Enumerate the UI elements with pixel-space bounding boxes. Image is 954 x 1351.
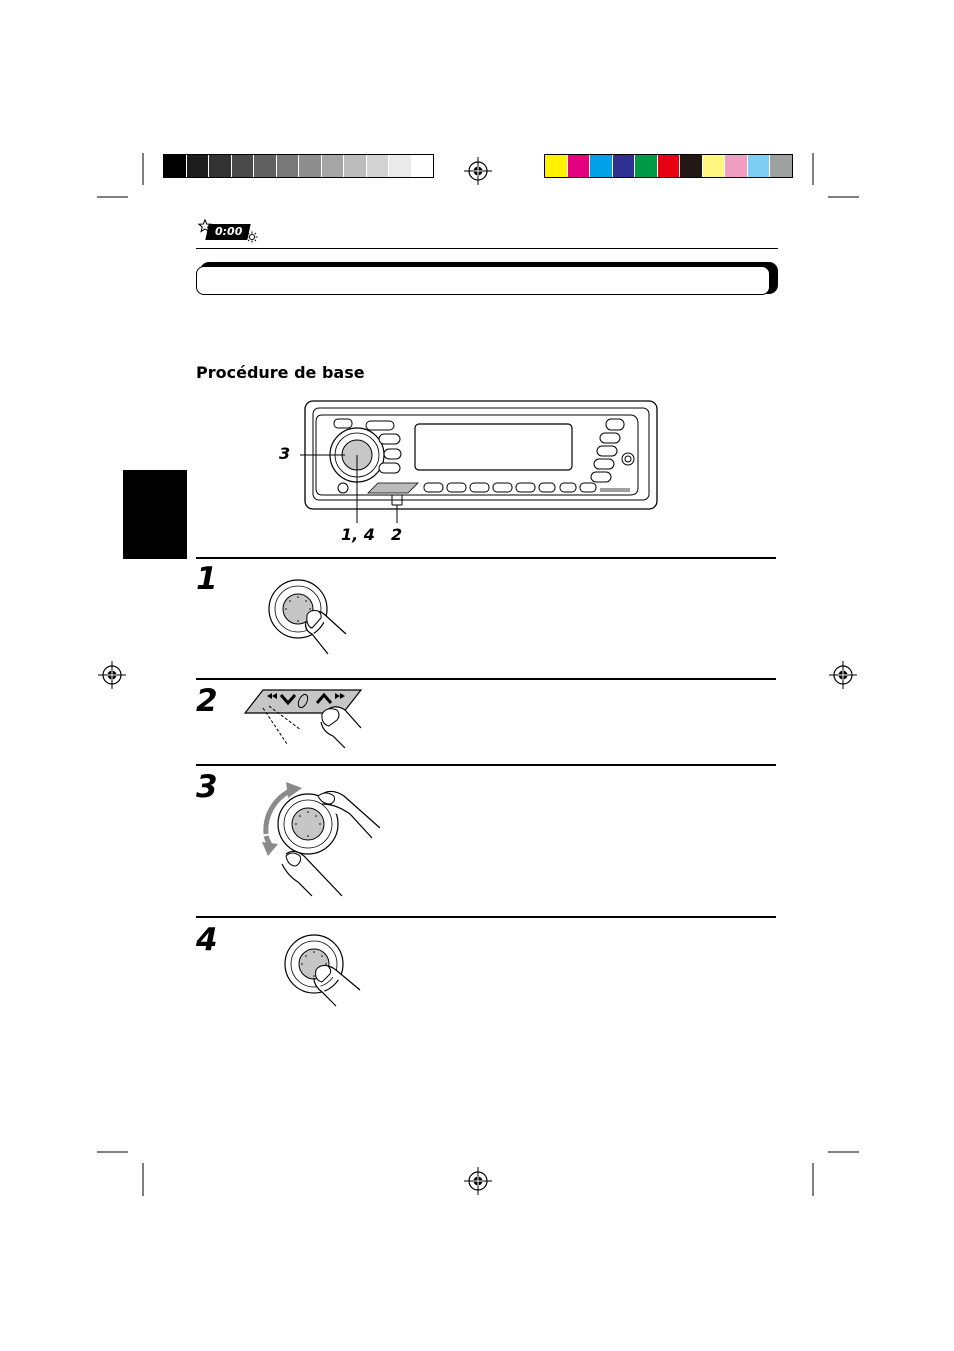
color-swatch: [545, 155, 567, 177]
registration-target-icon: [464, 157, 492, 185]
color-swatch: [208, 155, 231, 177]
front-panel-diagram: [300, 400, 660, 512]
color-swatch: [276, 155, 299, 177]
clock-display-text: 0:00: [215, 225, 243, 238]
rotate-dial-icon: [252, 774, 384, 898]
color-swatch: [388, 155, 411, 177]
title-banner: [196, 262, 778, 297]
press-dial-icon: [276, 934, 364, 1008]
color-swatch: [567, 155, 590, 177]
language-tab: [123, 470, 187, 559]
step-number: 4: [196, 922, 218, 958]
step-number: 3: [196, 769, 218, 805]
press-arrow-buttons-icon: [243, 688, 365, 750]
step-rule: [196, 916, 776, 918]
color-swatch: [343, 155, 366, 177]
color-swatch: [657, 155, 680, 177]
color-swatch: [747, 155, 770, 177]
diagram-leader-lines: [356, 495, 408, 525]
step-number: 1: [196, 561, 218, 597]
color-swatch: [679, 155, 702, 177]
diagram-label-bottom-right: 2: [391, 525, 403, 544]
step-number: 2: [196, 683, 218, 719]
section-title: Procédure de base: [196, 363, 365, 382]
color-swatch: [186, 155, 209, 177]
color-swatch: [253, 155, 276, 177]
color-swatch: [231, 155, 254, 177]
step-rule: [196, 764, 776, 766]
color-swatch: [298, 155, 321, 177]
press-dial-icon: [266, 578, 356, 656]
step-rule: [196, 557, 776, 559]
sun-icon: [246, 231, 258, 243]
grayscale-bar: [163, 154, 434, 178]
color-swatch: [321, 155, 344, 177]
registration-target-icon: [464, 1167, 492, 1195]
diagram-label-dial: 3: [279, 444, 291, 463]
color-swatch: [589, 155, 612, 177]
color-swatch: [724, 155, 747, 177]
color-bar: [544, 154, 793, 178]
color-swatch: [411, 155, 434, 177]
step-rule: [196, 678, 776, 680]
color-swatch: [634, 155, 657, 177]
color-swatch: [702, 155, 725, 177]
registration-target-icon: [829, 661, 857, 689]
clock-badge: [198, 219, 258, 243]
color-swatch: [164, 155, 186, 177]
color-swatch: [366, 155, 389, 177]
color-swatch: [612, 155, 635, 177]
registration-target-icon: [98, 661, 126, 689]
diagram-label-bottom-left: 1, 4: [341, 525, 375, 544]
color-swatch: [769, 155, 792, 177]
header-rule: [196, 248, 778, 249]
